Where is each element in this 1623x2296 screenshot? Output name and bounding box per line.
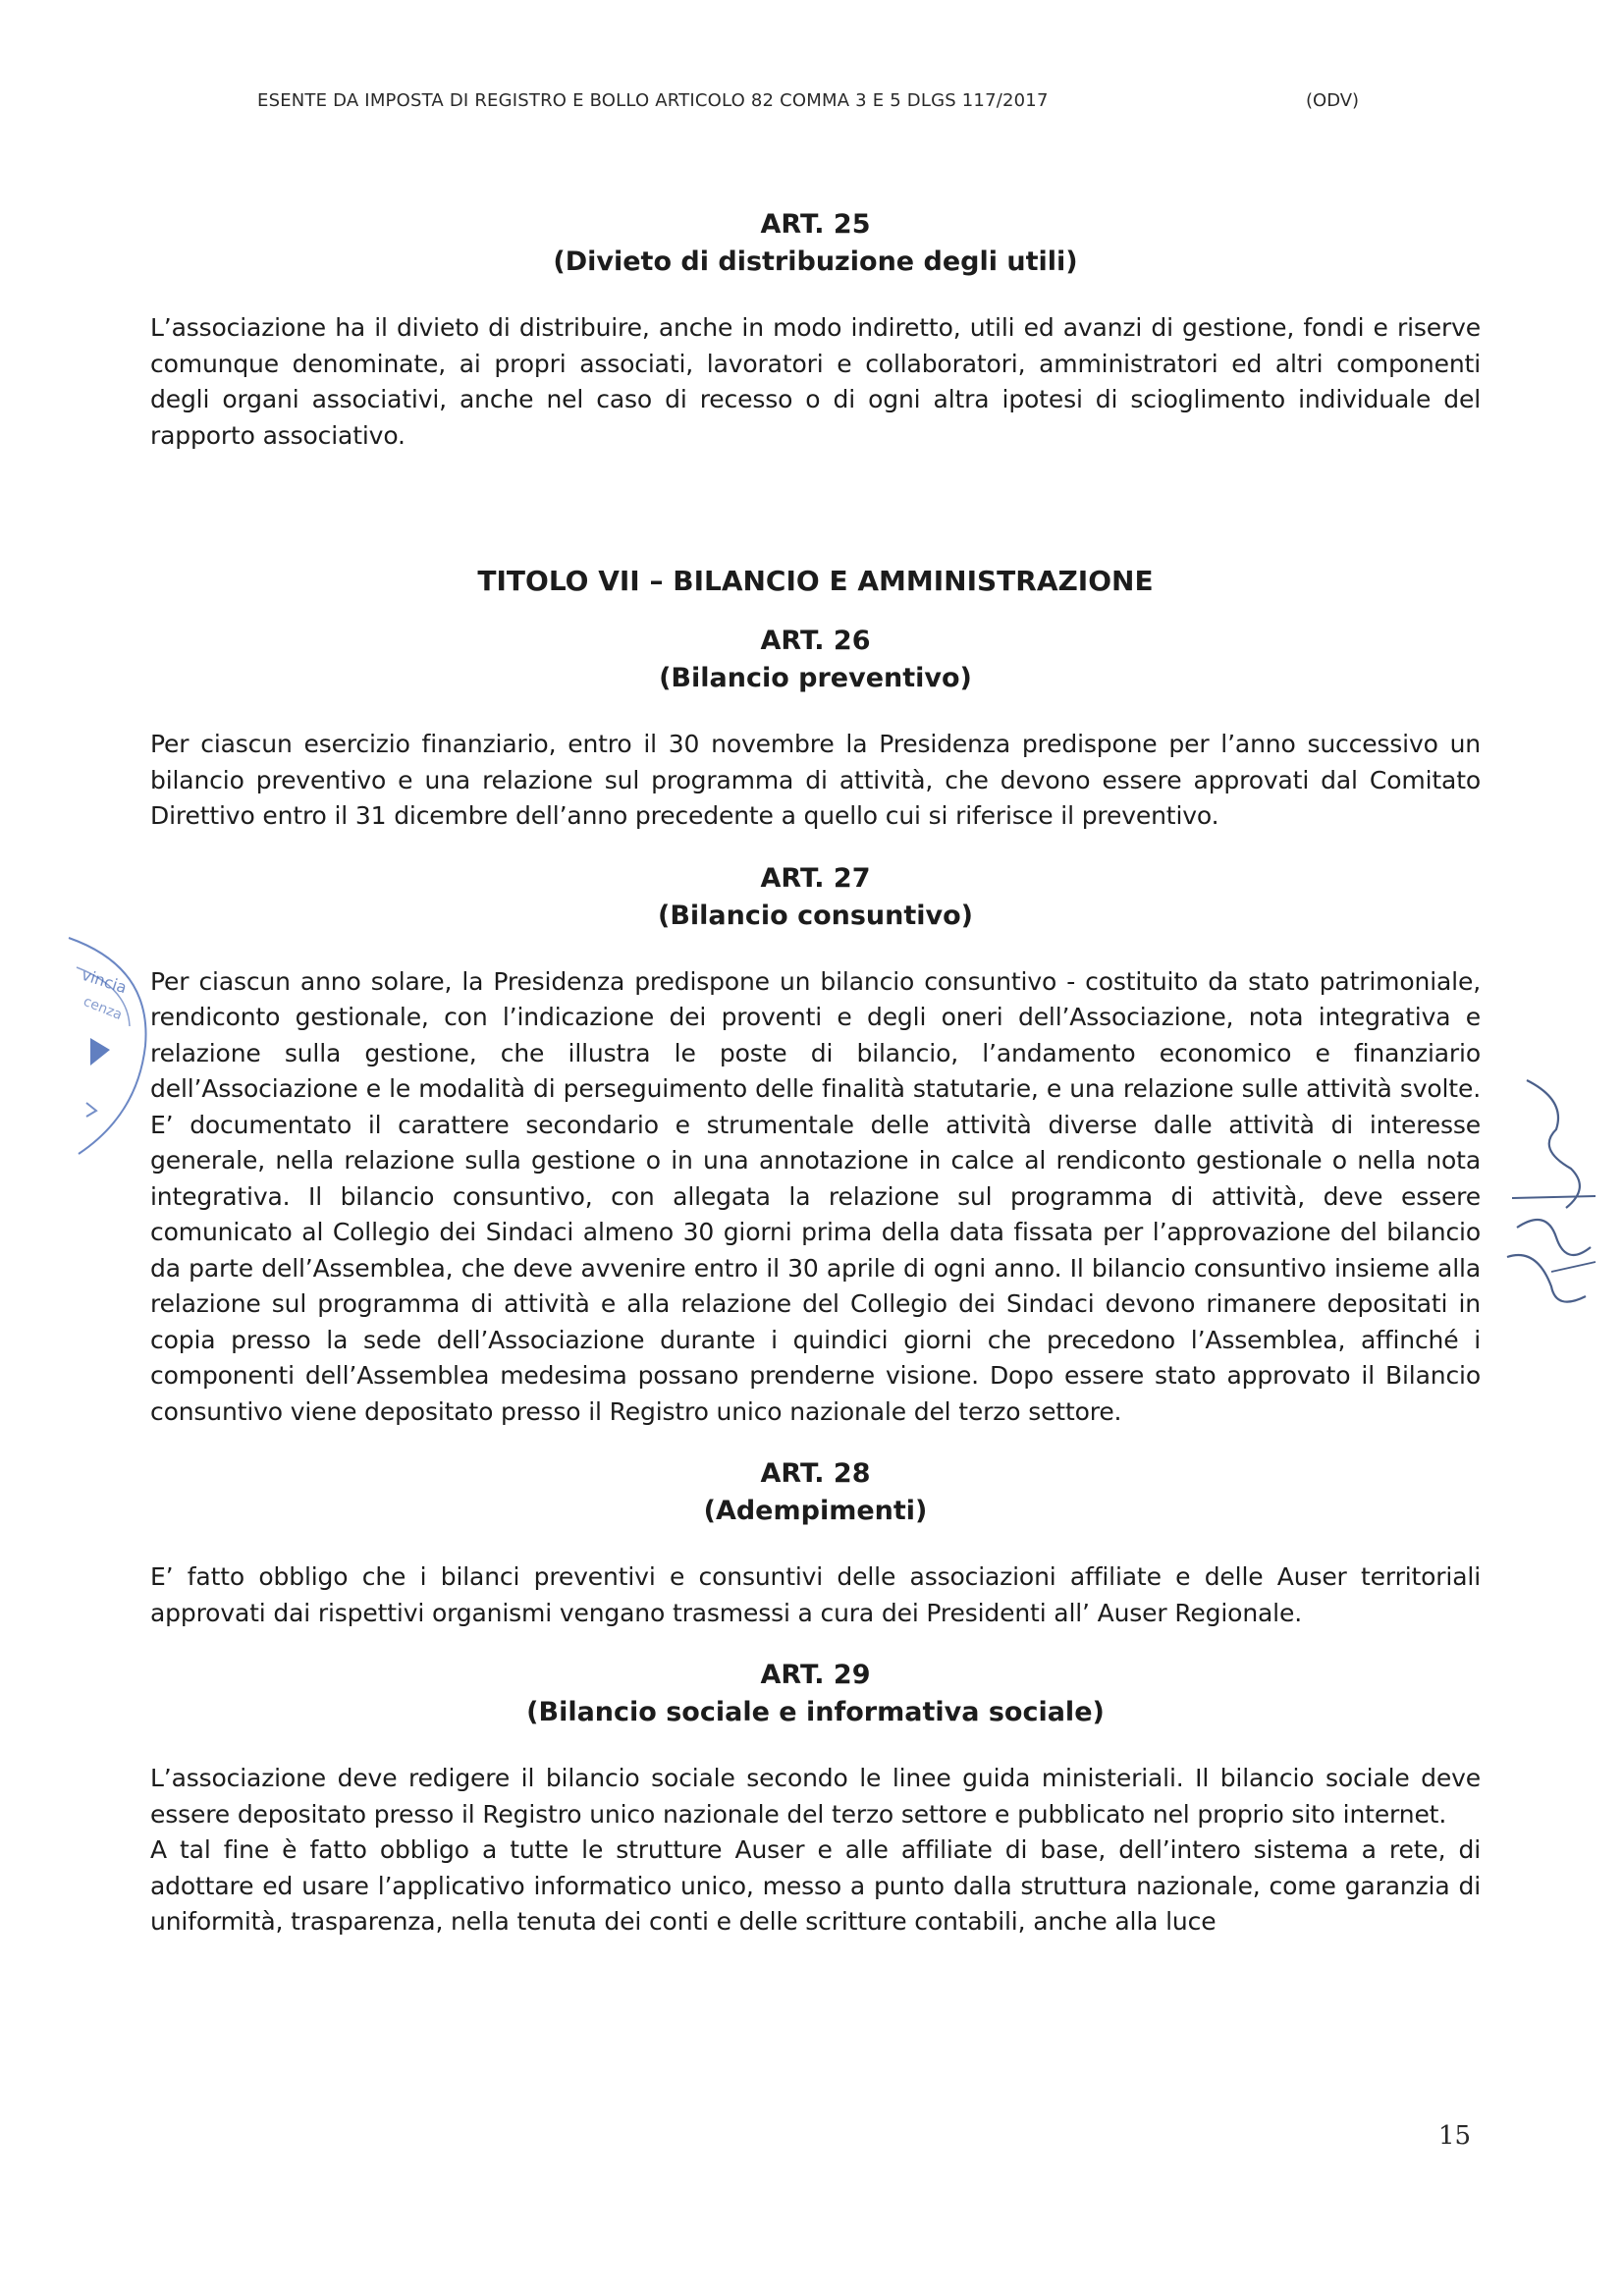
art-27-subtitle: (Bilancio consuntivo) xyxy=(657,900,974,931)
art-25-title: ART. 25 xyxy=(760,209,871,240)
art-28-title: ART. 28 xyxy=(760,1458,871,1489)
page-header xyxy=(0,90,1623,120)
document-body xyxy=(150,206,1481,1941)
art-27-body: Per ciascun anno solare, la Presidenza predispone un bilancio consuntivo - costituito da stato patrimoniale, rendiconto gestionale, con l’indicazione dei proventi e degli oneri dell’Associazione, nota integrativa e relazione sulla gestione, che illustra le poste di bilancio, l’andamento economico e finanziario dell’Associazione e le modalità di perseguimento delle finalità statutarie, e una relazione sulle attività svolte. E’ documentato il carattere secondario e strumentale delle attività diverse dalle attività di interesse generale, nella relazione sulla gestione o in una annotazione in calce al rendiconto gestionale o nella nota integrativa. Il bilancio consuntivo, con allegata la relazione sul programma di attività, deve essere comunicato al Collegio dei Sindaci almeno 30 giorni prima della data fissata per l’approvazione del bilancio da parte dell’Assemblea, che deve avvenire entro il 30 aprile di ogni anno. Il bilancio consuntivo insieme alla relazione sul programma di attività e alla relazione del Collegio dei Sindaci devono rimanere depositati in copia presso la sede dell’Associazione durante i quindici giorni che precedono l’Assemblea, affinché i componenti dell’Assemblea medesima possano prenderne visione. Dopo essere stato approvato il Bilancio consuntivo viene depositato presso il Registro unico nazionale del terzo settore. xyxy=(150,966,1481,1426)
art-28-subtitle: (Adempimenti) xyxy=(703,1496,928,1526)
art-27-title: ART. 27 xyxy=(760,862,871,894)
handwritten-signature-icon xyxy=(1497,1061,1605,1336)
art-29-body-2: A tal fine è fatto obbligo a tutte le strutture Auser e alle affiliate di base, dell’intero sistema a rete, di adottare ed usare l’applicativo informatico unico, messo a punto dalla struttura nazionale, come garanzia di uniformità, trasparenza, nella tenuta dei conti e delle scritture contabili, anche alla luce xyxy=(150,1835,1481,1936)
art-28-body: E’ fatto obbligo che i bilanci preventivi e consuntivi delle associazioni affiliate e delle Auser territoriali approvati dai rispettivi organismi vengano trasmessi a cura dei Presidenti all’ Auser Regionale. xyxy=(150,1562,1481,1627)
header-exemption-text: ESENTE DA IMPOSTA DI REGISTRO E BOLLO ARTICOLO 82 COMMA 3 E 5 DLGS 117/2017 xyxy=(257,90,1049,111)
svg-text:cenza: cenza xyxy=(81,993,125,1024)
page-number: 15 xyxy=(1438,2121,1472,2151)
art-26-subtitle: (Bilancio preventivo) xyxy=(659,663,972,693)
svg-text:vincia: vincia xyxy=(79,964,130,998)
art-25-subtitle: (Divieto di distribuzione degli utili) xyxy=(553,246,1078,277)
art-25-body: L’associazione ha il divieto di distribuire, anche in modo indiretto, utili ed avanzi di gestione, fondi e riserve comunque denominate, ai propri associati, lavoratori e collaboratori, amministratori ed altri componenti degli organi associativi, anche nel caso di recesso o di ogni altra ipotesi di scioglimento individuale del rapporto associativo. xyxy=(150,313,1481,450)
art-26-body: Per ciascun esercizio finanziario, entro il 30 novembre la Presidenza predispone per l’anno successivo un bilancio preventivo e una relazione sul programma di attività, che devono essere approvati dal Comitato Direttivo entro il 31 dicembre dell’anno precedente a quello cui si riferisce il preventivo. xyxy=(150,730,1481,830)
art-29-body-1: L’associazione deve redigere il bilancio sociale secondo le linee guida ministeriali. Il bilancio sociale deve essere depositato presso il Registro unico nazionale del terzo settore e pubblicato nel proprio sito internet. xyxy=(150,1764,1481,1829)
art-29-title: ART. 29 xyxy=(760,1660,871,1690)
art-29-subtitle: (Bilancio sociale e informativa sociale) xyxy=(526,1697,1105,1727)
art-26-title: ART. 26 xyxy=(760,626,871,656)
header-odv-tag: (ODV) xyxy=(1306,90,1360,111)
titolo-vii-heading: TITOLO VII – BILANCIO E AMMINISTRAZIONE xyxy=(477,565,1154,597)
